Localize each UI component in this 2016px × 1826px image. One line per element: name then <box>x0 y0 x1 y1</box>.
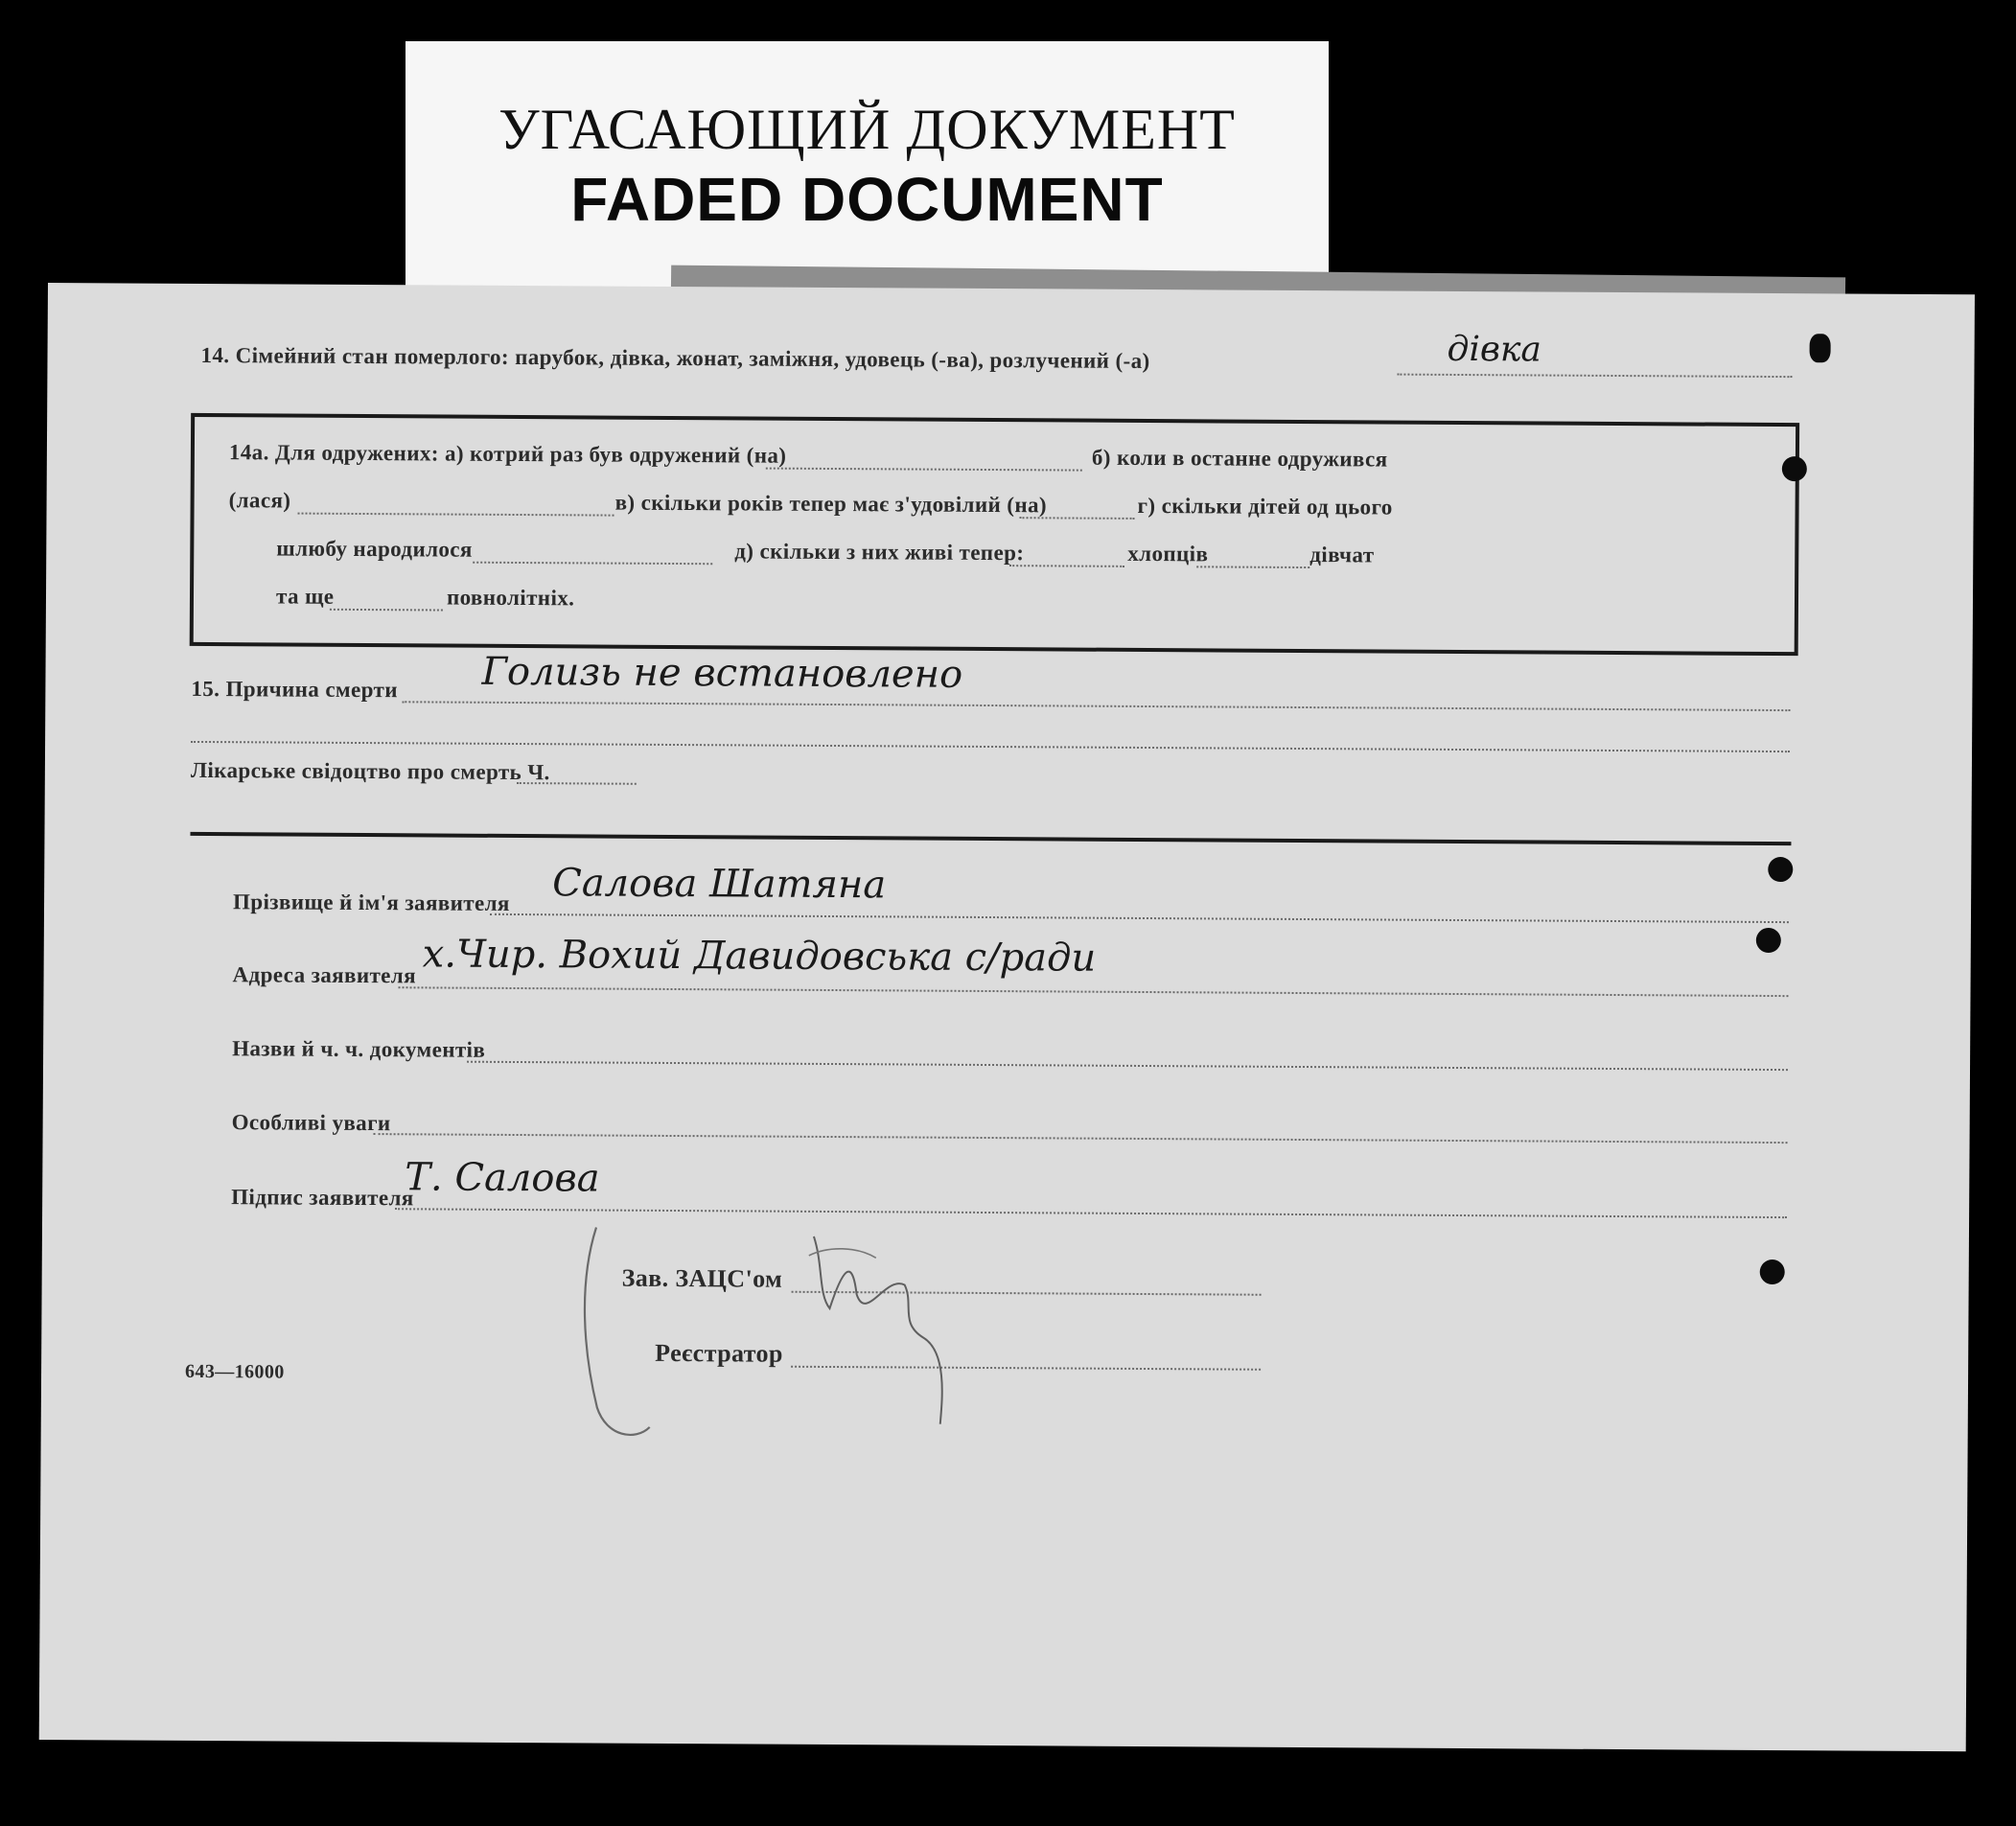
item14a-line2-a: (лася) <box>228 488 291 513</box>
label-russian: УГАСАЮЩИЙ ДОКУМЕНТ <box>498 98 1236 161</box>
binder-hole <box>1810 334 1831 362</box>
item14-label: 14. Сімейний стан померлого: парубок, дівка, жонат, заміжня, удовець (-ва), розлучений (-а) <box>200 342 1150 374</box>
item14-line <box>1397 374 1792 379</box>
item14a-line1-a: 14а. Для одружених: а) котрий раз був одружений (на) <box>228 440 787 468</box>
remarks-line <box>374 1133 1788 1144</box>
binder-hole <box>1760 1260 1785 1284</box>
applicant-address-handwritten: х.Чир. Вохий Давидовська с/ради <box>422 932 1097 981</box>
item14a-line3-c: хлопців <box>1127 541 1209 566</box>
item14-handwritten: дівка <box>1447 329 1541 370</box>
binder-hole <box>1768 857 1793 882</box>
item14a-line4-b: повнолітніх. <box>446 585 575 611</box>
item15-line-2 <box>191 741 1790 752</box>
head-registry-label: Зав. ЗАЦС'ом <box>621 1263 783 1293</box>
item14a-line4-a: та ще <box>275 584 335 609</box>
item14a-line1-b: б) коли в останне одружився <box>1091 445 1388 472</box>
item14a-line3-d: дівчат <box>1309 543 1375 567</box>
documents-line <box>467 1061 1788 1071</box>
applicant-address-line <box>399 986 1789 997</box>
remarks-label: Особливі уваги <box>231 1110 391 1136</box>
medical-certificate-label: Лікарське свідоцтво про смерть Ч. <box>190 757 550 785</box>
pencil-signature-mark <box>568 1215 1002 1458</box>
item15-handwritten: Голизь не встановлено <box>481 649 963 697</box>
faded-document-label <box>406 41 1329 292</box>
section-divider <box>190 832 1791 845</box>
applicant-address-label: Адреса заявителя <box>232 962 417 988</box>
item14a-line2-c: г) скільки дітей од цього <box>1137 493 1393 520</box>
signature-label: Підпис заявителя <box>231 1185 414 1211</box>
binder-hole <box>1782 456 1807 481</box>
print-code: 643—16000 <box>184 1360 285 1383</box>
applicant-name-handwritten: Салова Шатяна <box>552 861 887 908</box>
registrar-label: Реєстратор <box>655 1338 783 1368</box>
form-sheet <box>39 283 1975 1751</box>
applicant-name-label: Прізвище й ім'я заявителя <box>232 890 510 915</box>
item14a-line2-b: в) скільки років тепер має з'удовілий (на) <box>614 490 1048 518</box>
applicant-name-line <box>490 913 1789 923</box>
item15-label: 15. Причина смерти <box>191 676 398 703</box>
item14a-line3-b: д) скільки з них живі тепер: <box>734 539 1025 566</box>
label-english: FADED DOCUMENT <box>570 165 1164 234</box>
signature-handwritten: Т. Салова <box>405 1155 600 1201</box>
item14a-line3-a: шлюбу народилося <box>276 536 473 562</box>
documents-label: Назви й ч. ч. документів <box>232 1036 486 1062</box>
binder-hole <box>1756 928 1781 953</box>
item15-line <box>402 701 1790 711</box>
